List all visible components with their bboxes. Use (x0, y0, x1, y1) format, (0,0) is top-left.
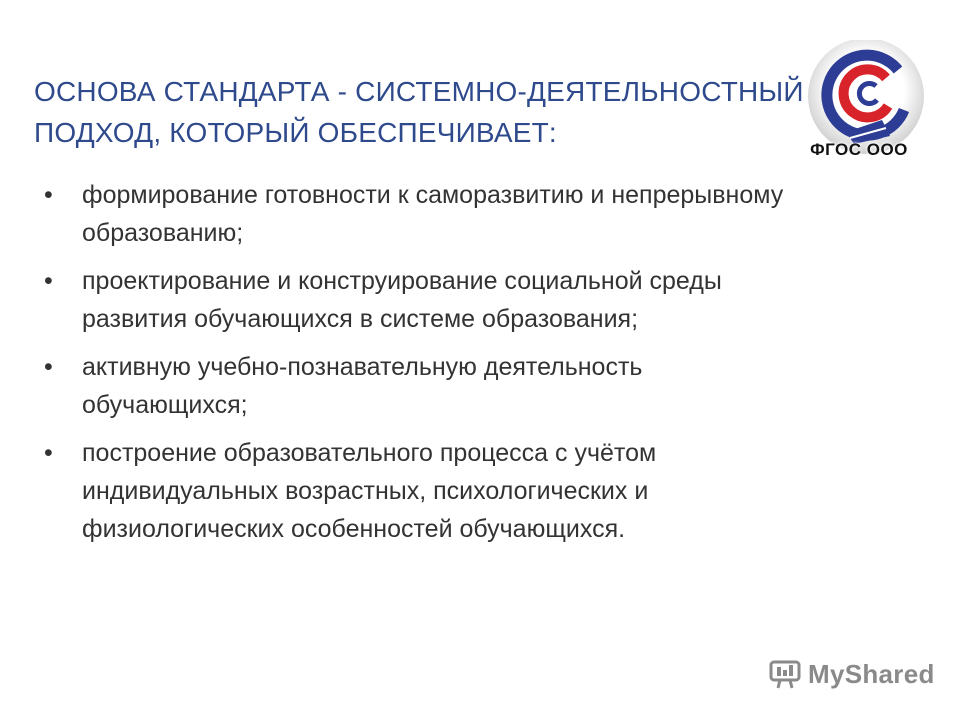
bullet-text-line: обучающихся; (82, 391, 248, 419)
watermark-text: MyShared (808, 658, 935, 689)
watermark (768, 656, 935, 692)
bullet-text-line: активную учебно-познавательную деятельность (82, 353, 643, 381)
myshared-icon (768, 658, 802, 690)
slide-title (34, 71, 804, 153)
title-line-1: ОСНОВА СТАНДАРТА - СИСТЕМНО-ДЕЯТЕЛЬНОСТНЫЙ (34, 75, 804, 107)
bullet-text-line: проектирование и конструирование социальной среды (82, 267, 722, 295)
bullet-marker: • (44, 267, 53, 295)
bullet-text-line: физиологических особенностей обучающихся. (82, 515, 626, 543)
bullet-marker: • (44, 439, 53, 467)
bullet-text-line: построение образовательного процесса с учётом (82, 439, 657, 467)
bullet-text-line: индивидуальных возрастных, психологических и (82, 477, 649, 505)
bullet-marker: • (44, 353, 53, 381)
title-line-2: ПОДХОД, КОТОРЫЙ ОБЕСПЕЧИВАЕТ: (34, 116, 557, 148)
bullet-item (44, 434, 924, 548)
logo-caption: ФГОС ООО (810, 140, 908, 159)
bullet-item (44, 262, 924, 338)
bullet-item (44, 348, 924, 424)
bullet-text-line: образованию; (82, 219, 244, 247)
bullet-item (44, 176, 924, 252)
bullet-text-line: развития обучающихся в системе образования; (82, 305, 639, 333)
bullet-marker: • (44, 181, 53, 209)
bullet-text-line: формирование готовности к саморазвитию и непрерывному (82, 181, 784, 209)
bullet-list (44, 176, 924, 558)
